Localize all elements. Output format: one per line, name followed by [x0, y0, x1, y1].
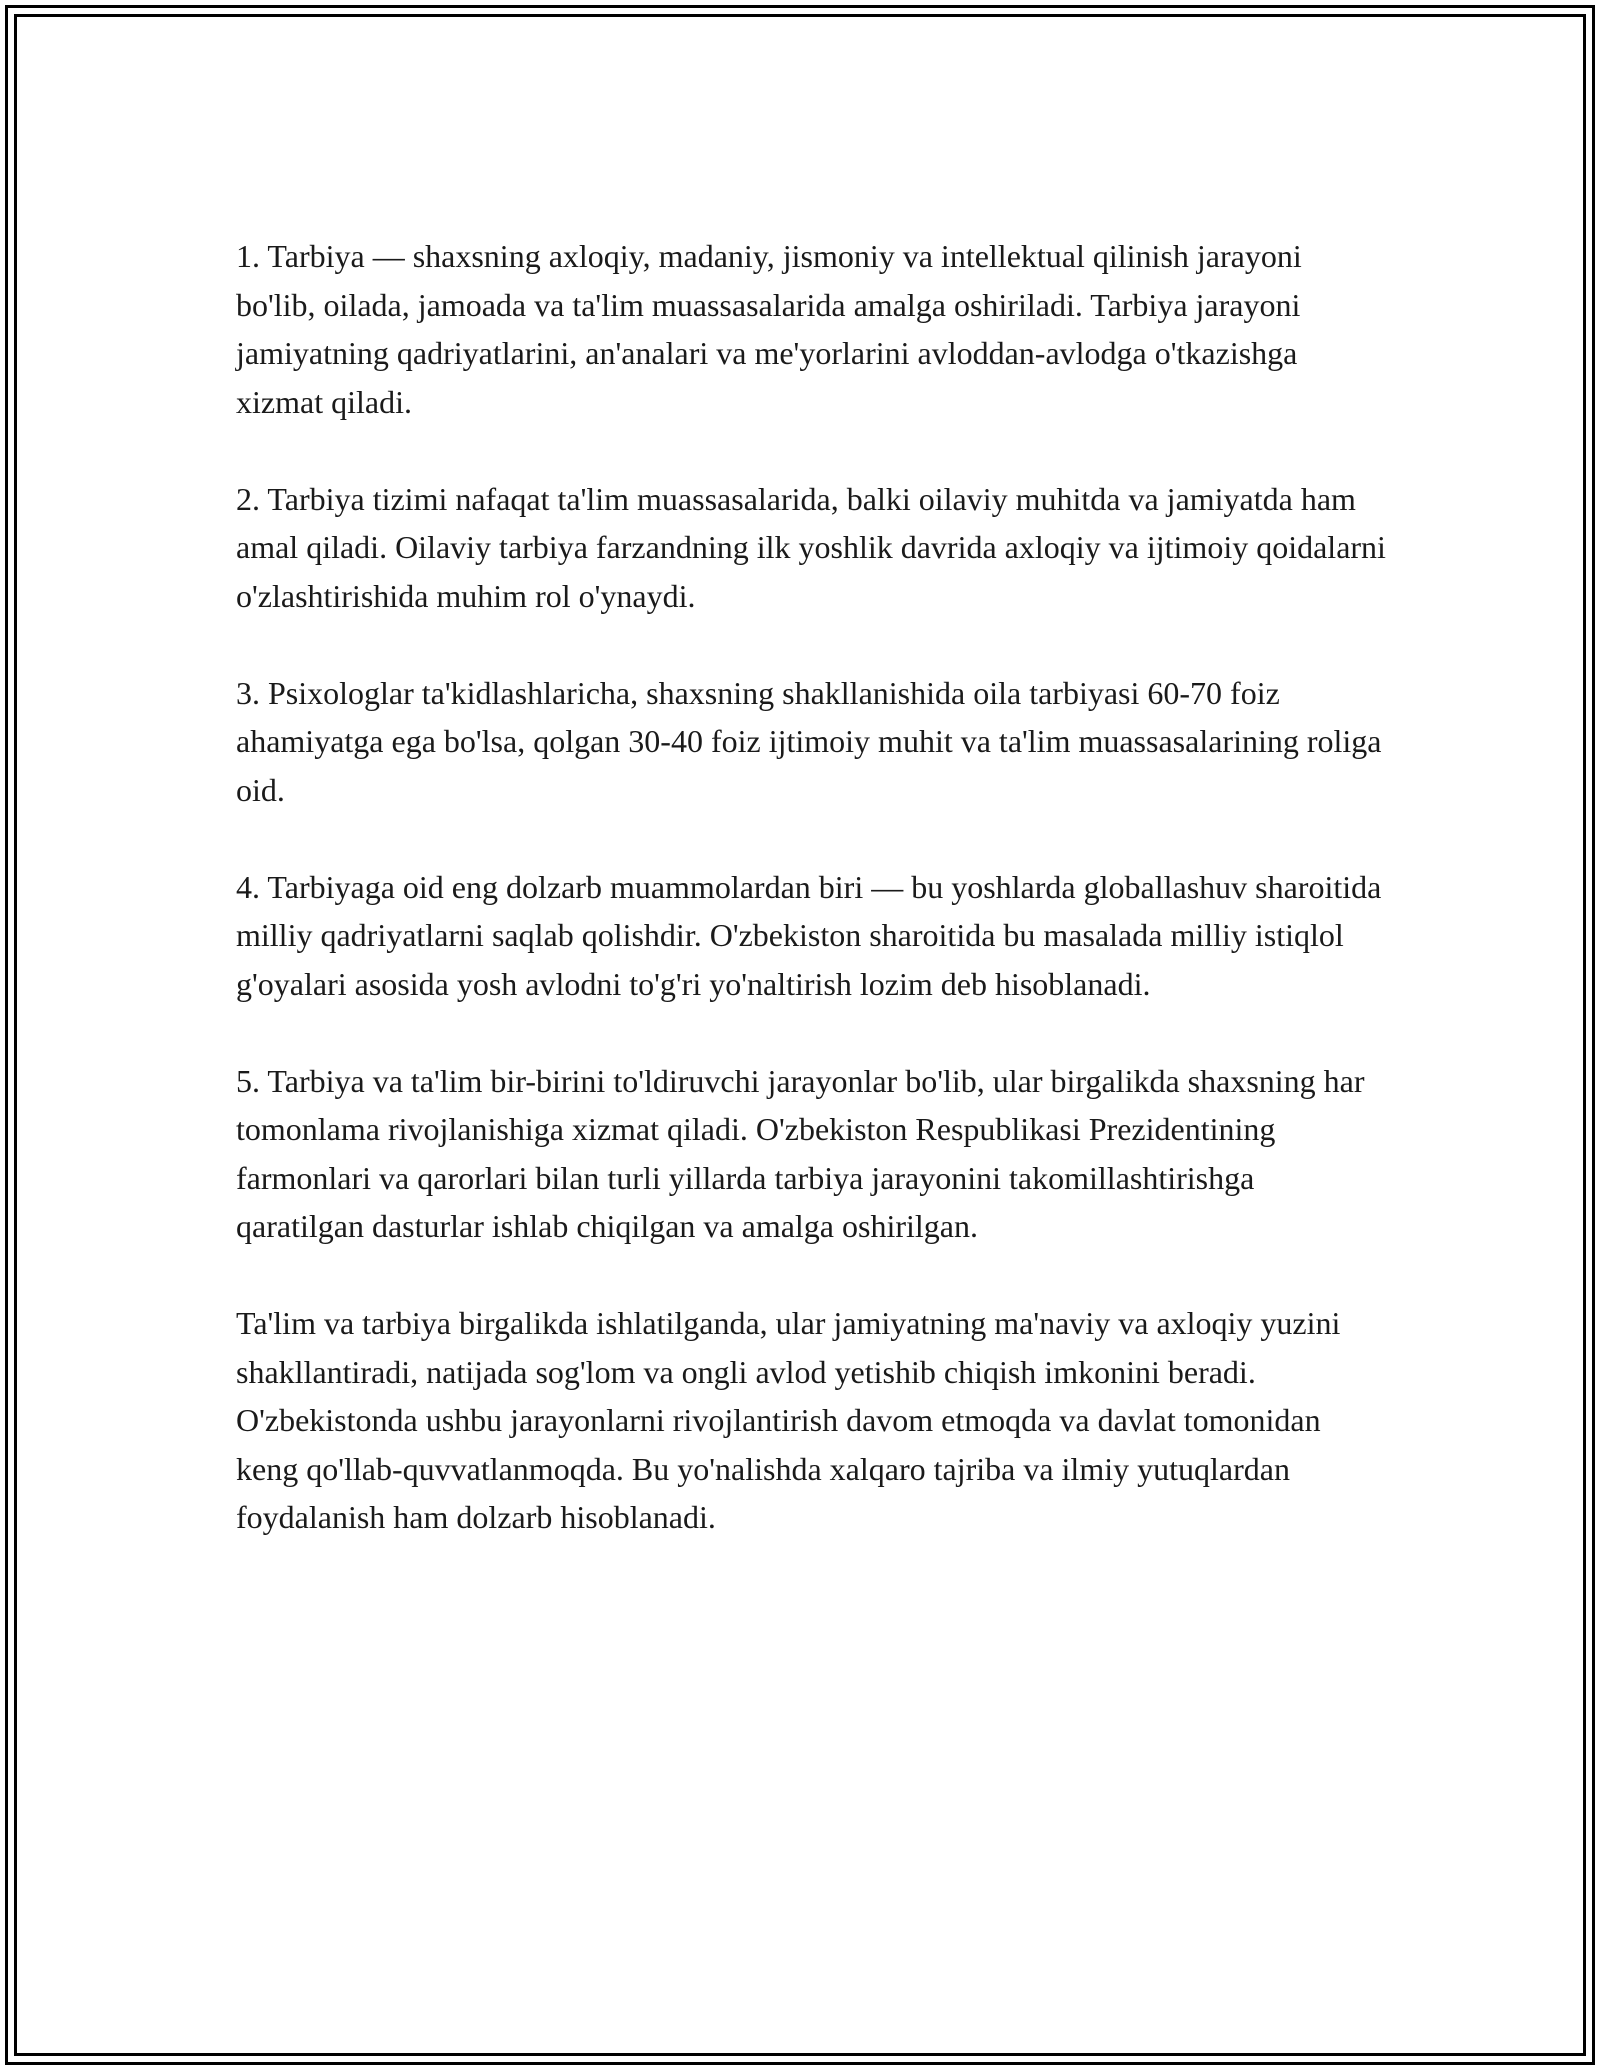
- paragraph-conclusion: Ta'lim va tarbiya birgalikda ishlatilganda, ular jamiyatning ma'naviy va axloqiy yuzini shakllantiradi, natijada sog'lom va ongli avlod yetishib chiqish imkonini beradi. O'zbekistonda ushbu jarayonlarni rivojlantirish davom etmoqda va davlat tomonidan keng qo'llab-quvvatlanmoqda. Bu yo'nalishda xalqaro tajriba va ilmiy yutuqlardan foydalanish ham dolzarb hisoblanadi.: [236, 1305, 1341, 1535]
- paragraph-3: 3. Psixologlar ta'kidlashlaricha, shaxsning shakllanishida oila tarbiyasi 60-70 foiz ahamiyatga ega bo'lsa, qolgan 30-40 foiz ijtimoiy muhit va ta'lim muassasalarining roliga oid.: [236, 674, 1382, 808]
- paragraph-1: 1. Tarbiya — shaxsning axloqiy, madaniy, jismoniy va intellektual qilinish jarayoni bo'lib, oilada, jamoada va ta'lim muassasalarida amalga oshiriladi. Tarbiya jarayoni jamiyatning qadriyatlarini, an'analari va me'yorlarini avloddan-avlodga o'tkazishga xizmat qiladi.: [236, 238, 1302, 420]
- paragraph-2: 2. Tarbiya tizimi nafaqat ta'lim muassasalarida, balki oilaviy muhitda va jamiyatda ham amal qiladi. Oilaviy tarbiya farzandning ilk yoshlik davrida axloqiy va ijtimoiy qoidalarni o'zlashtirishida muhim rol o'ynaydi.: [236, 480, 1386, 614]
- paragraph-5: 5. Tarbiya va ta'lim bir-birini to'ldiruvchi jarayonlar bo'lib, ular birgalikda shaxsning har tomonlama rivojlanishiga xizmat qiladi. O'zbekiston Respublikasi Prezidentining farmonlari va qarorlari bilan turli yillarda tarbiya jarayonini takomillashtirishga qaratilgan dasturlar ishlab chiqilgan va amalga oshirilgan.: [236, 1062, 1365, 1244]
- paragraph-4: 4. Tarbiyaga oid eng dolzarb muammolardan biri — bu yoshlarda globallashuv sharoitida milliy qadriyatlarni saqlab qolishdir. O'zbekiston sharoitida bu masalada milliy istiqlol g'oyalari asosida yosh avlodni to'g'ri yo'naltirish lozim deb hisoblanadi.: [236, 868, 1382, 1002]
- document-body: [236, 232, 1386, 1590]
